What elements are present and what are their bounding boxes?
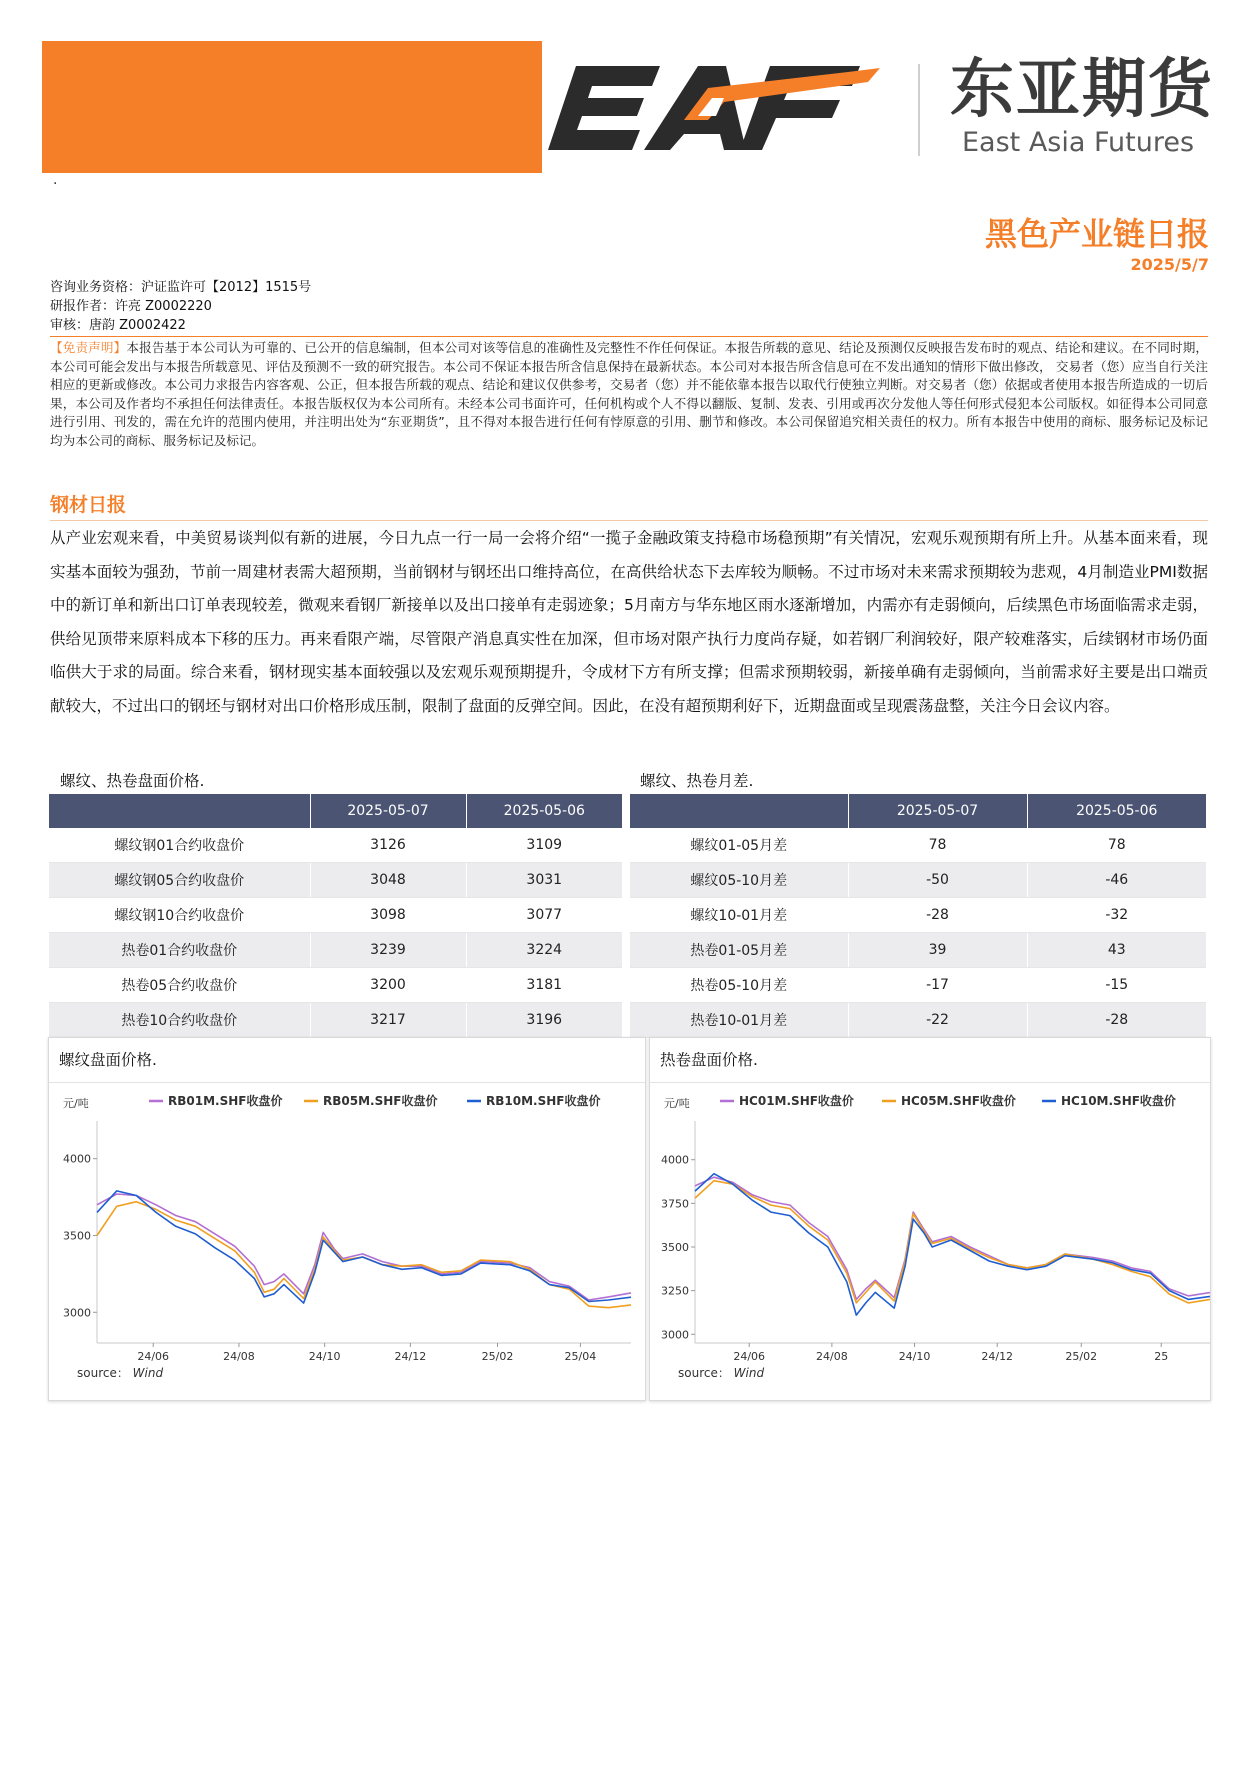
x-tick-label: 24/06 xyxy=(137,1350,170,1363)
author-line: 研报作者：许亮 Z0002220 xyxy=(50,299,212,314)
x-tick-label: 25/04 xyxy=(564,1350,597,1363)
series-line xyxy=(97,1191,631,1303)
cell-value: 3048 xyxy=(310,863,466,898)
table-header-cell xyxy=(49,794,310,828)
brand-name-cn: 东亚期货 xyxy=(950,53,1214,127)
y-axis-unit-label: 元/吨 xyxy=(63,1097,89,1110)
row-label: 热卷05合约收盘价 xyxy=(49,968,310,1003)
y-tick-label: 3500 xyxy=(661,1241,689,1254)
cell-value: 3098 xyxy=(310,898,466,933)
x-tick-label: 24/12 xyxy=(981,1350,1014,1363)
hotcoil-chart-panel xyxy=(649,1037,1211,1401)
row-label: 螺纹钢10合约收盘价 xyxy=(49,898,310,933)
series-line xyxy=(695,1181,1210,1303)
cell-value: -17 xyxy=(848,968,1027,1003)
price-table-caption: 螺纹、热卷盘面价格. xyxy=(60,772,205,790)
table-row xyxy=(630,1003,1206,1038)
spread-table xyxy=(630,794,1206,1038)
table-row xyxy=(630,863,1206,898)
x-tick-label: 24/10 xyxy=(898,1350,931,1363)
cell-value: 3181 xyxy=(466,968,622,1003)
row-label: 热卷01-05月差 xyxy=(630,933,848,968)
cell-value: 39 xyxy=(848,933,1027,968)
source-label: source： xyxy=(678,1366,730,1380)
cell-value: -22 xyxy=(848,1003,1027,1038)
section-title: 钢材日报 xyxy=(50,494,127,516)
hotcoil-price-chart xyxy=(650,1083,1210,1399)
cell-value: 3031 xyxy=(466,863,622,898)
row-label: 热卷10合约收盘价 xyxy=(49,1003,310,1038)
row-label: 螺纹01-05月差 xyxy=(630,828,848,863)
cell-value: -46 xyxy=(1027,863,1206,898)
cell-value: 3200 xyxy=(310,968,466,1003)
table-row xyxy=(630,828,1206,863)
report-meta xyxy=(50,278,311,335)
y-axis-unit-label: 元/吨 xyxy=(664,1097,690,1110)
price-table xyxy=(49,794,622,1038)
y-tick-label: 3750 xyxy=(661,1197,689,1211)
legend-label: RB05M.SHF收盘价 xyxy=(323,1094,438,1108)
cell-value: 3196 xyxy=(466,1003,622,1038)
cell-value: 3109 xyxy=(466,828,622,863)
row-label: 螺纹05-10月差 xyxy=(630,863,848,898)
cell-value: -32 xyxy=(1027,898,1206,933)
x-tick-label: 24/12 xyxy=(394,1350,427,1363)
rebar-chart-panel xyxy=(48,1037,646,1401)
chart-source xyxy=(678,1366,764,1380)
legend-label: HC05M.SHF收盘价 xyxy=(901,1094,1016,1108)
source-value: Wind xyxy=(729,1366,765,1380)
row-label: 螺纹钢01合约收盘价 xyxy=(49,828,310,863)
legend-label: HC01M.SHF收盘价 xyxy=(739,1094,854,1108)
table-row xyxy=(49,863,622,898)
source-value: Wind xyxy=(128,1366,164,1380)
y-tick-label: 3500 xyxy=(63,1229,91,1243)
cell-value: -15 xyxy=(1027,968,1206,1003)
x-tick-label: 25/02 xyxy=(1065,1350,1098,1363)
cell-value: 3224 xyxy=(466,933,622,968)
table-header-cell: 2025-05-06 xyxy=(1027,794,1206,828)
y-tick-label: 3250 xyxy=(661,1284,689,1298)
table-header-cell: 2025-05-06 xyxy=(466,794,622,828)
legend-label: RB01M.SHF收盘价 xyxy=(168,1094,283,1108)
cell-value: -50 xyxy=(848,863,1027,898)
cell-value: 43 xyxy=(1027,933,1206,968)
table-row xyxy=(49,933,622,968)
disclaimer xyxy=(50,339,1208,451)
table-row xyxy=(49,898,622,933)
rebar-chart-title: 螺纹盘面价格. xyxy=(59,1051,157,1069)
cell-value: 3077 xyxy=(466,898,622,933)
legend-label: HC10M.SHF收盘价 xyxy=(1061,1094,1176,1108)
logo-separator xyxy=(918,64,920,156)
y-tick-label: 4000 xyxy=(63,1152,91,1166)
section-divider xyxy=(50,520,1208,521)
disclaimer-text: 本报告基于本公司认为可靠的、已公开的信息编制，但本公司对该等信息的准确性及完整性不作任何保证。本报告所载的意见、结论及预测仅反映报告发布时的观点、结论和建议。在不同时期，本公司可能会发出与本报告所载意见、评估及预测不一致的研究报告。本公司不保证本报告所含信息保持在最新状态。本公司对本报告所含信息可在不发出通知的情形下做出修改， 交易者（您）应当自行关注相应的更新或修改。本公司力求报告内容客观、公正，但本报告所载的观点、结论和建议仅供参考，交易者（您）并不能依靠本报告以取代行使独立判断。对交易者（您）依据或者使用本报告所造成的一切后果，本公司及作者均不承担任何法律责任。本报告版权仅为本公司所有。未经本公司书面许可，任何机构或个人不得以翻版、复制、发表、引用或再次分发他人等任何形式侵犯本公司版权。如征得本公司同意进行引用、刊发的，需在允许的范围内使用，并注明出处为“东亚期货”，且不得对本报告进行任何有悖原意的引用、删节和修改。本公司保留追究相关责任的权力。所有本报告中使用的商标、服务标记及标记均为本公司的商标、服务标记及标记。 xyxy=(50,340,1209,448)
cell-value: 3217 xyxy=(310,1003,466,1038)
cell-value: 3239 xyxy=(310,933,466,968)
cell-value: -28 xyxy=(1027,1003,1206,1038)
row-label: 热卷10-01月差 xyxy=(630,1003,848,1038)
report-date: 2025/5/7 xyxy=(1130,255,1209,274)
legend-label: RB10M.SHF收盘价 xyxy=(486,1094,601,1108)
x-tick-label: 24/08 xyxy=(816,1350,848,1363)
table-row xyxy=(49,828,622,863)
disclaimer-tag: 【免责声明】 xyxy=(50,340,127,355)
source-label: source： xyxy=(77,1366,129,1380)
brand-name-en: East Asia Futures xyxy=(962,127,1195,158)
cell-value: 78 xyxy=(848,828,1027,863)
row-label: 螺纹10-01月差 xyxy=(630,898,848,933)
eaf-logo xyxy=(548,58,883,158)
row-label: 螺纹钢05合约收盘价 xyxy=(49,863,310,898)
spread-table-caption: 螺纹、热卷月差. xyxy=(640,772,754,790)
disclaimer-divider xyxy=(50,336,1208,337)
y-tick-label: 4000 xyxy=(661,1153,689,1167)
table-header-cell xyxy=(630,794,848,828)
cell-value: -28 xyxy=(848,898,1027,933)
row-label: 热卷05-10月差 xyxy=(630,968,848,1003)
y-tick-label: 3000 xyxy=(661,1328,689,1342)
rebar-price-chart xyxy=(49,1083,645,1399)
header-orange-banner xyxy=(42,41,542,173)
report-title: 黑色产业链日报 xyxy=(984,215,1209,253)
x-tick-label: 25/02 xyxy=(481,1350,514,1363)
table-header-cell: 2025-05-07 xyxy=(310,794,466,828)
cell-value: 3126 xyxy=(310,828,466,863)
cell-value: 78 xyxy=(1027,828,1206,863)
x-tick-label: 24/10 xyxy=(308,1350,341,1363)
table-row xyxy=(49,968,622,1003)
table-header-cell: 2025-05-07 xyxy=(848,794,1027,828)
header-dot: · xyxy=(53,176,58,192)
hotcoil-chart-title: 热卷盘面价格. xyxy=(660,1051,758,1069)
x-tick-label: 25 xyxy=(1154,1350,1169,1363)
reviewer-line: 审核：唐韵 Z0002422 xyxy=(50,318,186,333)
table-row xyxy=(630,933,1206,968)
series-line xyxy=(695,1174,1210,1315)
section-body: 从产业宏观来看，中美贸易谈判似有新的进展，今日九点一行一局一会将介绍“一揽子金融政策支持稳市场稳预期”有关情况，宏观乐观预期有所上升。从基本面来看，现实基本面较为强劲，节前一周建材表需大超预期，当前钢材与钢坯出口维持高位，在高供给状态下去库较为顺畅。不过市场对未来需求预期较为悲观，4月制造业PMI数据中的新订单和新出口订单表现较差，微观来看钢厂新接单以及出口接单有走弱迹象；5月南方与华东地区雨水逐渐增加，内需亦有走弱倾向，后续黑色市场面临需求走弱，供给见顶带来原料成本下移的压力。再来看限产端，尽管限产消息真实性在加深，但市场对限产执行力度尚存疑，如若钢厂利润较好，限产较难落实，后续钢材市场仍面临供大于求的局面。综合来看，钢材现实基本面较强以及宏观乐观预期提升，令成材下方有所支撑；但需求预期较弱，新接单确有走弱倾向，当前需求好主要是出口端贡献较大，不过出口的钢坯与钢材对出口价格形成压制，限制了盘面的反弹空间。因此，在没有超预期利好下，近期盘面或呈现震荡盘整，关注今日会议内容。 xyxy=(50,529,1208,715)
table-row xyxy=(630,968,1206,1003)
row-label: 热卷01合约收盘价 xyxy=(49,933,310,968)
table-row xyxy=(630,898,1206,933)
table-row xyxy=(49,1003,622,1038)
y-tick-label: 3000 xyxy=(63,1306,91,1320)
chart-source xyxy=(77,1366,163,1380)
license-line: 咨询业务资格：沪证监许可【2012】1515号 xyxy=(50,280,312,295)
x-tick-label: 24/08 xyxy=(223,1350,255,1363)
x-tick-label: 24/06 xyxy=(733,1350,766,1363)
